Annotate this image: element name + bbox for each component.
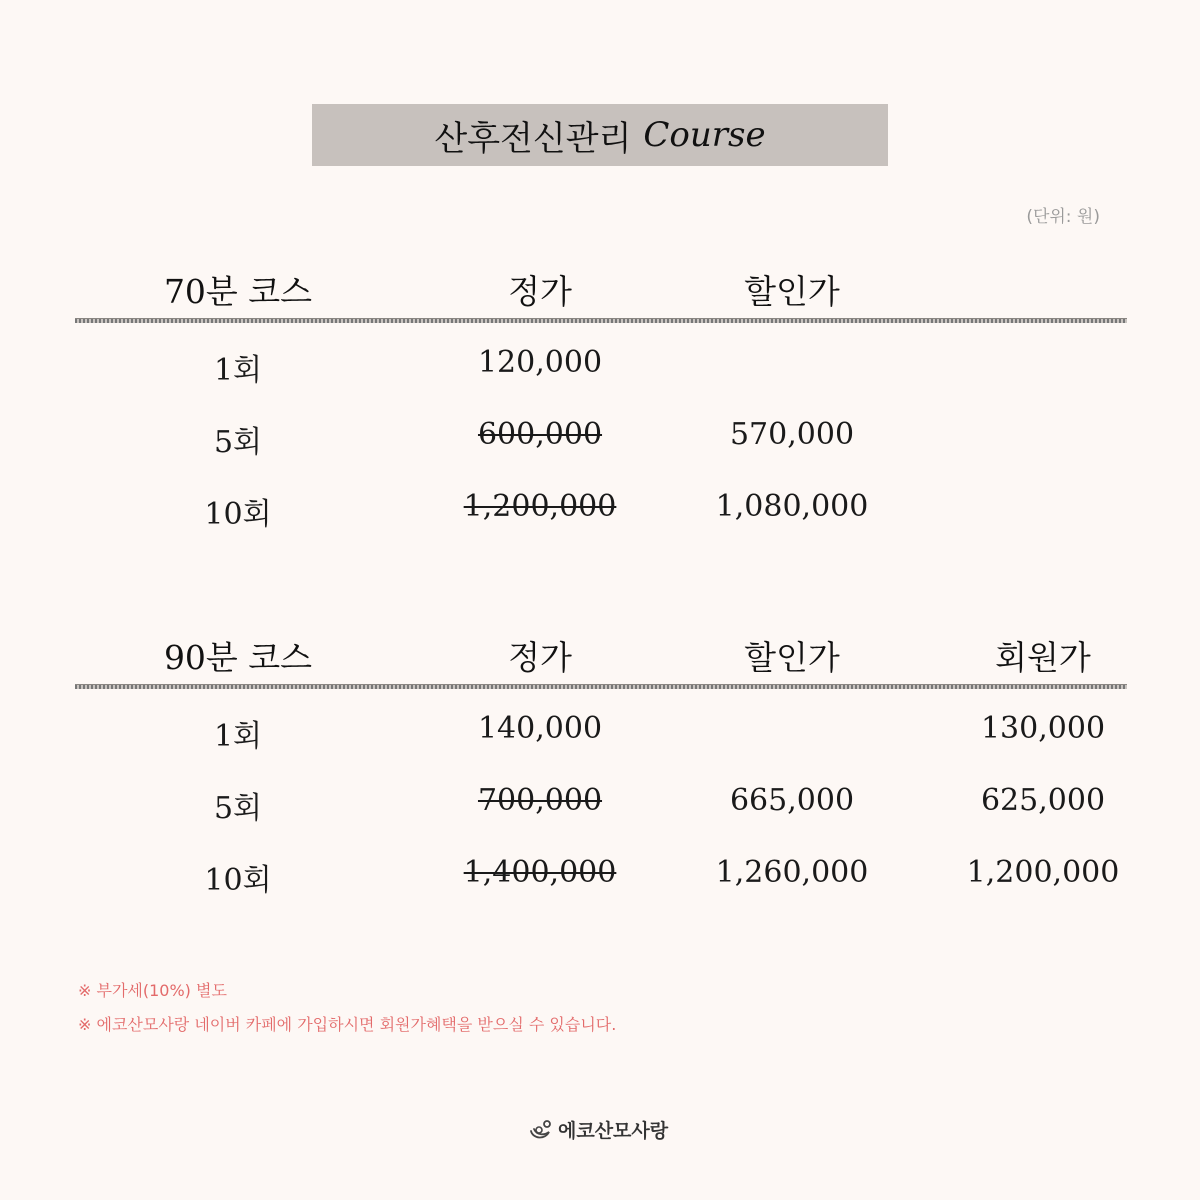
course-name-header: 70분 코스 <box>163 272 313 311</box>
page-title <box>312 104 888 166</box>
discount-price: 665,000 <box>729 783 855 818</box>
member-price: 1,200,000 <box>966 855 1120 890</box>
session-count: 1회 <box>213 719 263 754</box>
page-title-english: Course <box>643 115 766 155</box>
table-row <box>75 773 1127 845</box>
regular-price: 140,000 <box>477 711 603 746</box>
page-title-korean: 산후전신관리 <box>434 118 632 159</box>
member-benefit-note: ※ 에코산모사랑 네이버 카페에 가입하시면 회원가혜택을 받으실 수 있습니다. <box>78 1015 617 1034</box>
session-count: 5회 <box>213 425 263 460</box>
table-header <box>75 258 1127 318</box>
member-price: 130,000 <box>980 711 1106 746</box>
course-90-table <box>75 624 1127 917</box>
session-count: 1회 <box>213 353 263 388</box>
discount-price-header: 할인가 <box>744 272 840 311</box>
discount-price-header: 할인가 <box>744 638 840 677</box>
table-row <box>75 479 1127 551</box>
mother-baby-logo-icon <box>528 1119 554 1141</box>
session-count: 10회 <box>204 497 272 532</box>
table-row <box>75 701 1127 773</box>
table-row <box>75 407 1127 479</box>
brand-name: 에코산모사랑 <box>558 1120 669 1142</box>
regular-price-struck: 1,400,000 <box>463 855 617 890</box>
regular-price-struck: 600,000 <box>477 417 603 452</box>
member-price-header: 회원가 <box>995 638 1091 677</box>
footnotes <box>78 974 616 1042</box>
divider <box>75 318 1127 323</box>
regular-price-struck: 1,200,000 <box>463 489 617 524</box>
regular-price-header: 정가 <box>508 638 572 677</box>
vat-note: ※ 부가세(10%) 별도 <box>78 981 227 1000</box>
regular-price: 120,000 <box>477 345 603 380</box>
course-name-header: 90분 코스 <box>163 638 313 677</box>
session-count: 5회 <box>213 791 263 826</box>
table-row <box>75 335 1127 407</box>
session-count: 10회 <box>204 863 272 898</box>
member-price: 625,000 <box>980 783 1106 818</box>
regular-price-struck: 700,000 <box>477 783 603 818</box>
brand-logo <box>528 1116 668 1143</box>
table-header <box>75 624 1127 684</box>
discount-price: 570,000 <box>729 417 855 452</box>
regular-price-header: 정가 <box>508 272 572 311</box>
unit-note: (단위: 원) <box>1026 207 1100 227</box>
divider <box>75 684 1127 689</box>
table-row <box>75 845 1127 917</box>
course-70-table <box>75 258 1127 551</box>
discount-price: 1,080,000 <box>715 489 869 524</box>
discount-price: 1,260,000 <box>715 855 869 890</box>
